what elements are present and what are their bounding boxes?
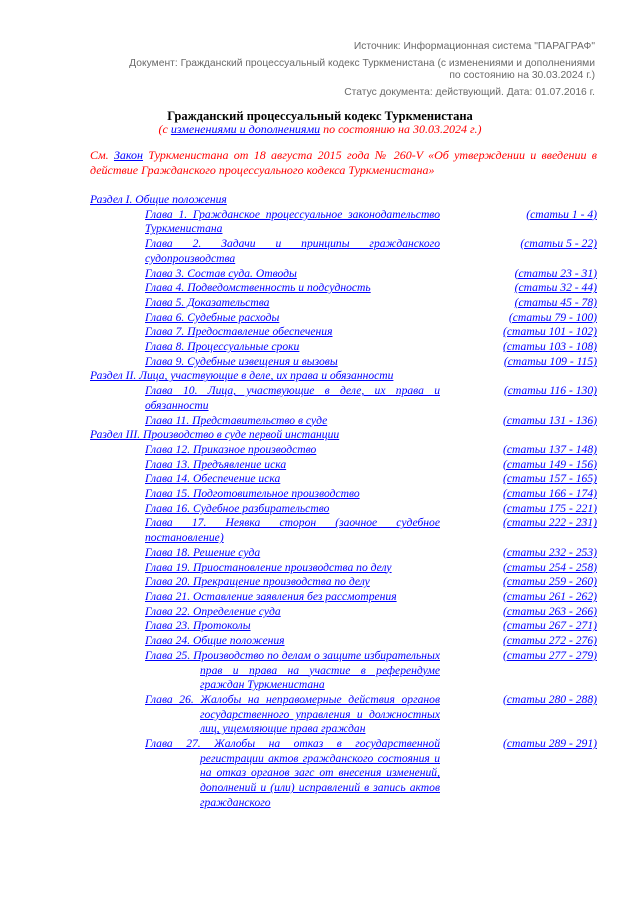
toc-chapter-link[interactable]: Глава 8. Процессуальные сроки — [145, 340, 300, 354]
toc-chapter-row — [90, 443, 597, 458]
toc-articles-link[interactable]: (статьи 101 - 102) — [503, 325, 597, 339]
toc-articles-link[interactable]: (статьи 157 - 165) — [503, 472, 597, 486]
toc-chapter-row — [90, 516, 597, 545]
table-of-contents — [90, 193, 597, 811]
toc-chapter-row — [90, 237, 597, 266]
toc-chapter-link[interactable]: Глава 15. Подготовительное производство — [145, 487, 360, 501]
toc-section-link[interactable]: Раздел I. Общие положения — [90, 193, 227, 206]
toc-articles-link[interactable]: (статьи 289 - 291) — [503, 737, 597, 751]
subtitle-suffix: по состоянию на 30.03.2024 г.) — [320, 122, 482, 136]
toc-chapter-row — [90, 575, 597, 590]
document-line-1: Документ: Гражданский процессуальный кодекс Туркменистана (с изменениями и дополнениями — [129, 58, 595, 69]
toc-articles-link[interactable]: (статьи 166 - 174) — [503, 487, 597, 501]
law-link[interactable]: Закон — [113, 148, 144, 162]
toc-chapter-link[interactable]: Глава 27. Жалобы на отказ в государственной регистрации актов гражданского состояния и на отказ органов загс от внесения изменений, дополнений и (или) исправлений в запись актов гражданского — [145, 737, 440, 809]
toc-chapter-row — [90, 458, 597, 473]
toc-articles-link[interactable]: (статьи 232 - 253) — [503, 545, 597, 559]
toc-articles-link[interactable]: (статьи 1 - 4) — [526, 207, 597, 221]
toc-articles-link[interactable]: (статьи 32 - 44) — [514, 281, 597, 295]
toc-chapter-link[interactable]: Глава 14. Обеспечение иска — [145, 472, 281, 486]
toc-chapter-link[interactable]: Глава 1. Гражданское процессуальное законодательство Туркменистана — [145, 207, 440, 236]
toc-chapter-link[interactable]: Глава 9. Судебные извещения и вызовы — [145, 354, 338, 368]
toc-chapter-row — [90, 619, 597, 634]
toc-articles-link[interactable]: (статьи 261 - 262) — [503, 589, 597, 603]
document-line-2: по состоянию на 30.03.2024 г.) — [449, 70, 595, 81]
toc-chapter-link[interactable]: Глава 3. Состав суда. Отводы — [145, 266, 297, 280]
toc-articles-link[interactable]: (статьи 254 - 258) — [503, 560, 597, 574]
toc-articles-link[interactable]: (статьи 5 - 22) — [520, 237, 597, 251]
toc-chapter-link[interactable]: Глава 18. Решение суда — [145, 545, 261, 559]
toc-chapter-link[interactable]: Глава 6. Судебные расходы — [145, 310, 280, 324]
toc-chapter-row — [90, 590, 597, 605]
toc-chapter-row — [90, 634, 597, 649]
toc-chapter-link[interactable]: Глава 2. Задачи и принципы гражданского судопроизводства — [145, 237, 440, 265]
subtitle-prefix: (с — [158, 122, 171, 136]
toc-chapter-link[interactable]: Глава 22. Определение суда — [145, 604, 281, 618]
toc-chapter-row — [90, 472, 597, 487]
toc-articles-link[interactable]: (статьи 280 - 288) — [503, 692, 597, 706]
toc-chapter-link[interactable]: Глава 5. Доказательства — [145, 295, 270, 309]
toc-articles-link[interactable]: (статьи 175 - 221) — [503, 501, 597, 515]
toc-chapter-row — [90, 546, 597, 561]
toc-chapter-link[interactable]: Глава 13. Предъявление иска — [145, 457, 287, 471]
toc-section-link[interactable]: Раздел III. Производство в суде первой инстанции — [90, 428, 340, 442]
toc-chapter-row — [90, 561, 597, 576]
toc-chapter-row — [90, 267, 597, 282]
toc-chapter-row — [90, 281, 597, 296]
toc-chapter-link[interactable]: Глава 16. Судебное разбирательство — [145, 501, 330, 515]
toc-articles-link[interactable]: (статьи 263 - 266) — [503, 604, 597, 618]
subtitle — [0, 122, 640, 137]
toc-articles-link[interactable]: (статьи 277 - 279) — [503, 648, 597, 662]
toc-chapter-link[interactable]: Глава 17. Неявка сторон (заочное судебное постановление) — [145, 516, 440, 545]
toc-articles-link[interactable]: (статьи 79 - 100) — [508, 310, 597, 324]
toc-chapter-row — [90, 296, 597, 311]
toc-articles-link[interactable]: (статьи 116 - 130) — [503, 384, 597, 398]
toc-chapter-row — [90, 325, 597, 340]
toc-chapter-link[interactable]: Глава 4. Подведомственность и подсудность — [145, 281, 371, 295]
toc-chapter-link[interactable]: Глава 24. Общие положения — [145, 634, 285, 648]
toc-chapter-link[interactable]: Глава 10. Лица, участвующие в деле, их права и обязанности — [145, 384, 440, 412]
amendments-link[interactable]: изменениями и дополнениями — [170, 122, 321, 136]
toc-chapter-row — [90, 605, 597, 620]
toc-chapter-row — [90, 414, 597, 429]
toc-chapter-row — [90, 737, 597, 811]
toc-chapter-link[interactable]: Глава 26. Жалобы на неправомерные действия органов государственного управления и должностных лиц, ущемляющие права граждан — [145, 692, 440, 736]
page-title: Гражданский процессуальный кодекс Туркменистана — [167, 109, 473, 123]
toc-chapter-link[interactable]: Глава 7. Предоставление обеспечения — [145, 325, 333, 339]
status-line: Статус документа: действующий. Дата: 01.07.2016 г. — [344, 87, 595, 98]
toc-chapter-row — [90, 649, 597, 693]
toc-articles-link[interactable]: (статьи 259 - 260) — [503, 575, 597, 589]
source-line: Источник: Информационная система "ПАРАГРАФ" — [353, 41, 595, 52]
toc-chapter-link[interactable]: Глава 12. Приказное производство — [145, 442, 317, 456]
toc-chapter-row — [90, 384, 597, 413]
toc-articles-link[interactable]: (статьи 267 - 271) — [503, 619, 597, 633]
toc-articles-link[interactable]: (статьи 131 - 136) — [503, 413, 597, 427]
toc-articles-link[interactable]: (статьи 109 - 115) — [503, 354, 597, 368]
toc-chapter-row — [90, 340, 597, 355]
toc-articles-link[interactable]: (статьи 149 - 156) — [503, 457, 597, 471]
document-line — [129, 58, 595, 82]
toc-chapter-row — [90, 355, 597, 370]
toc-chapter-row — [90, 487, 597, 502]
toc-chapter-row — [90, 693, 597, 737]
toc-chapter-link[interactable]: Глава 19. Приостановление производства по делу — [145, 560, 392, 574]
see-suffix: Туркменистана от 18 августа 2015 года № 260-V «Об утверждении и введении в действие Гражданского процессуального кодекса Туркменистана» — [90, 148, 597, 177]
toc-articles-link[interactable]: (статьи 103 - 108) — [503, 340, 597, 354]
toc-chapter-row — [90, 311, 597, 326]
toc-chapter-row — [90, 208, 597, 237]
toc-articles-link[interactable]: (статьи 272 - 276) — [503, 634, 597, 648]
toc-chapter-row — [90, 502, 597, 517]
toc-articles-link[interactable]: (статьи 45 - 78) — [514, 295, 597, 309]
toc-articles-link[interactable]: (статьи 222 - 231) — [503, 516, 597, 530]
toc-chapter-link[interactable]: Глава 11. Представительство в суде — [145, 413, 328, 427]
see-prefix: См. — [90, 148, 114, 162]
toc-articles-link[interactable]: (статьи 23 - 31) — [514, 266, 597, 280]
toc-chapter-link[interactable]: Глава 21. Оставление заявления без рассмотрения — [145, 589, 397, 603]
toc-chapter-link[interactable]: Глава 20. Прекращение производства по делу — [145, 575, 370, 589]
toc-chapter-link[interactable]: Глава 25. Производство по делам о защите избирательных прав и права на участие в референдуме граждан Туркменистана — [145, 648, 440, 692]
toc-articles-link[interactable]: (статьи 137 - 148) — [503, 442, 597, 456]
see-also-note — [90, 148, 597, 178]
toc-chapter-link[interactable]: Глава 23. Протоколы — [145, 619, 251, 633]
toc-section-link[interactable]: Раздел II. Лица, участвующие в деле, их права и обязанности — [90, 369, 394, 383]
